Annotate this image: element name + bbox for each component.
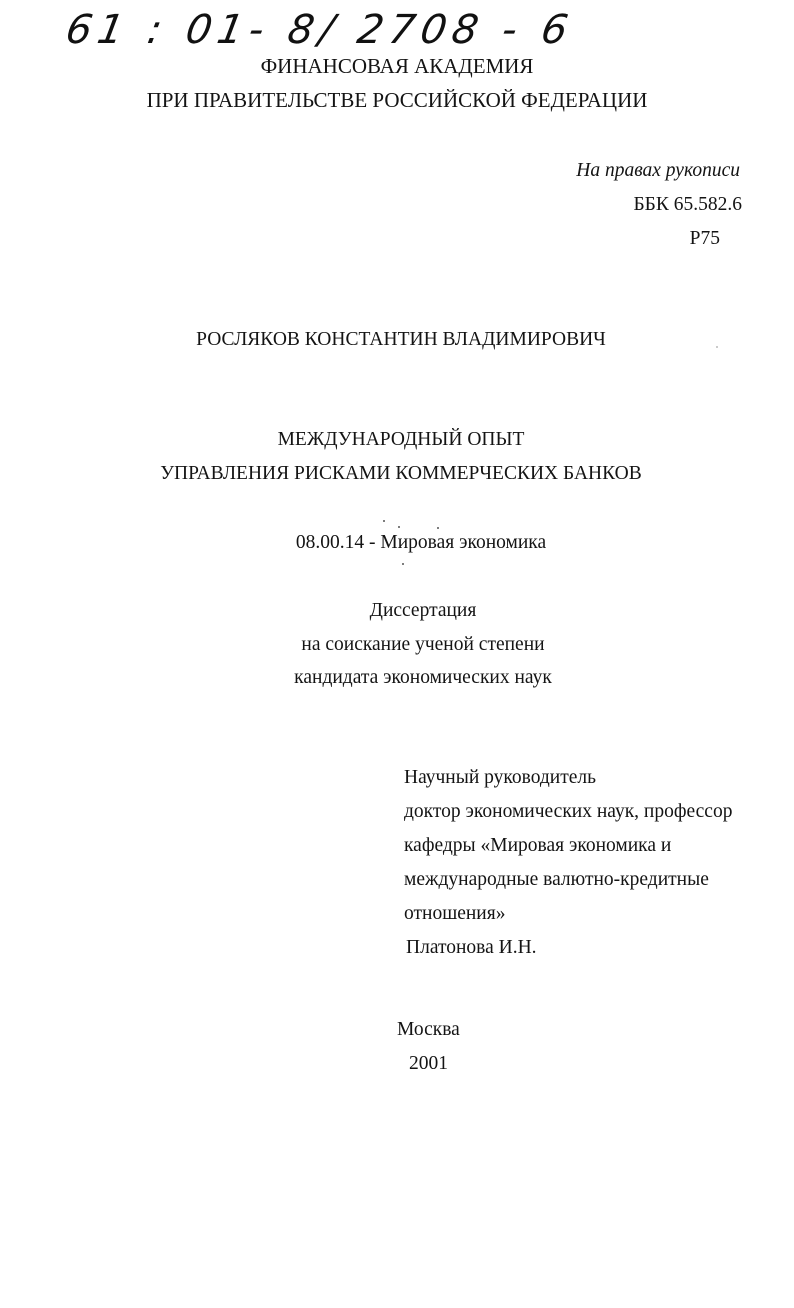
advisor-line: доктор экономических наук, профессор xyxy=(404,801,733,822)
manuscript-rights-note: На правах рукописи xyxy=(576,160,740,181)
advisor-line: кафедры «Мировая экономика и xyxy=(404,835,672,856)
advisor-line: международные валютно-кредитные xyxy=(404,869,709,890)
city: Москва xyxy=(397,1019,460,1040)
advisor-name: Платонова И.Н. xyxy=(406,937,537,958)
author-mark-code: Р75 xyxy=(689,228,720,249)
dissertation-title-line-2: УПРАВЛЕНИЯ РИСКАМИ КОММЕРЧЕСКИХ БАНКОВ xyxy=(160,463,642,484)
dissertation-title-line-1: МЕЖДУНАРОДНЫЙ ОПЫТ xyxy=(277,429,525,450)
author-name: РОСЛЯКОВ КОНСТАНТИН ВЛАДИМИРОВИЧ xyxy=(196,329,606,350)
degree-line-2: на соискание ученой степени xyxy=(301,634,545,655)
advisor-line: отношения» xyxy=(404,903,506,924)
scientific-advisor-block xyxy=(404,766,732,970)
institution-line-2: ПРИ ПРАВИТЕЛЬСТВЕ РОССИЙСКОЙ ФЕДЕРАЦИИ xyxy=(146,88,648,112)
year: 2001 xyxy=(409,1053,448,1074)
scan-speck xyxy=(437,527,439,529)
degree-line-1: Диссертация xyxy=(369,600,477,621)
bbk-code: ББК 65.582.6 xyxy=(633,194,742,215)
scan-speck xyxy=(383,520,385,522)
scan-speck xyxy=(398,526,400,528)
scan-speck xyxy=(716,346,718,348)
specialty-code: 08.00.14 - Мировая экономика xyxy=(295,532,547,553)
scan-speck xyxy=(402,563,404,565)
institution-line-1: ФИНАНСОВАЯ АКАДЕМИЯ xyxy=(260,54,534,78)
advisor-line: Научный руководитель xyxy=(404,767,597,788)
degree-line-3: кандидата экономических наук xyxy=(294,667,552,688)
handwritten-archive-code: 61 : 01- 8/ 2708 - 6 xyxy=(62,7,578,53)
